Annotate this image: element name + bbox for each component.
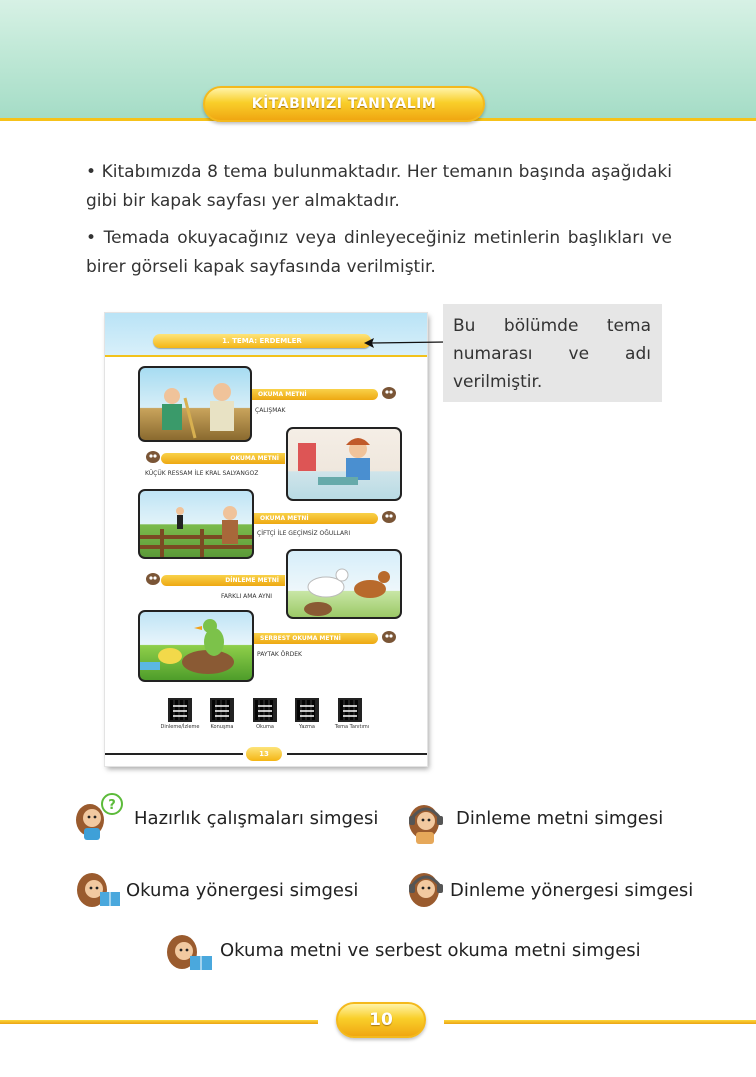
qr-code bbox=[210, 698, 234, 722]
reading-text-icon bbox=[160, 924, 216, 980]
intro-paragraph-1: • Kitabımızda 8 tema bulunmaktadır. Her temanın başında aşağıdaki gibi bir kapak sayfası yer almaktadır. bbox=[86, 162, 672, 211]
footer-line-right bbox=[444, 1020, 756, 1024]
qr-code bbox=[295, 698, 319, 722]
duck-turtle-illustration bbox=[140, 612, 254, 682]
intro-paragraph-2: • Temada okuyacağınız veya dinleyeceğiniz metinlerin başlıkları ve birer görseli kapak sayfasında verilmiştir. bbox=[86, 228, 672, 277]
item5-type-bar: SERBEST OKUMA METNİ bbox=[254, 633, 378, 644]
sample-page-number: 13 bbox=[246, 747, 282, 761]
legend-listening-instruction-label: Dinleme yönergesi simgesi bbox=[450, 880, 694, 901]
page-number-pill bbox=[336, 1002, 426, 1038]
item2-type-bar: OKUMA METNİ bbox=[161, 453, 285, 464]
callout-arrow bbox=[362, 332, 448, 352]
sample-divider bbox=[105, 355, 427, 357]
qr-label: Okuma bbox=[256, 724, 274, 730]
footer-line-left bbox=[0, 1020, 318, 1024]
sample-footer-line bbox=[105, 753, 243, 755]
page-number: 10 bbox=[369, 1010, 393, 1030]
reading-owl-icon bbox=[381, 630, 398, 644]
item4-type-bar: DİNLEME METNİ bbox=[161, 575, 285, 586]
farmer-sons-illustration bbox=[140, 491, 254, 559]
item5-title: PAYTAK ÖRDEK bbox=[257, 651, 302, 658]
sample-footer-line bbox=[287, 753, 427, 755]
item1-title: ÇALIŞMAK bbox=[255, 407, 286, 414]
item2-title: KÜÇÜK RESSAM İLE KRAL SALYANGOZ bbox=[145, 470, 259, 477]
goats-illustration bbox=[288, 551, 402, 619]
farmers-illustration bbox=[140, 368, 252, 442]
qr-label: Yazma bbox=[299, 724, 315, 730]
thumb-farkli-ama-ayni bbox=[286, 549, 402, 619]
legend-reading-instruction-label: Okuma yönergesi simgesi bbox=[126, 880, 359, 901]
thumb-kucuk-ressam bbox=[286, 427, 402, 501]
qr-label: Dinleme/İzleme bbox=[160, 724, 200, 730]
listening-text-icon bbox=[398, 794, 454, 850]
listening-owl-icon bbox=[145, 572, 162, 586]
qr-label: Tema Tanıtımı bbox=[334, 724, 370, 730]
qr-code bbox=[253, 698, 277, 722]
qr-code bbox=[338, 698, 362, 722]
reading-owl-icon bbox=[145, 450, 162, 464]
qr-code bbox=[168, 698, 192, 722]
callout-box bbox=[443, 304, 662, 402]
callout-text: Bu bölümde tema numarası ve adı verilmiştir. bbox=[453, 316, 651, 392]
legend-reading-text-label: Okuma metni ve serbest okuma metni simgesi bbox=[220, 940, 641, 961]
svg-text:?: ? bbox=[108, 798, 116, 813]
reading-owl-icon bbox=[381, 386, 398, 400]
qr-label: Konuşma bbox=[210, 724, 234, 730]
section-title-pill bbox=[203, 86, 485, 122]
item1-type-bar: OKUMA METNİ bbox=[252, 389, 378, 400]
item4-title: FARKLI AMA AYNI bbox=[221, 593, 272, 600]
preparation-icon bbox=[70, 790, 126, 846]
painter-illustration bbox=[288, 429, 402, 501]
thumb-ciftci bbox=[138, 489, 254, 559]
section-title: KİTABIMIZI TANIYALIM bbox=[251, 96, 437, 112]
legend-listening-text-label: Dinleme metni simgesi bbox=[456, 808, 664, 829]
legend-preparation-label: Hazırlık çalışmaları simgesi bbox=[134, 808, 379, 829]
thumb-calismak bbox=[138, 366, 252, 442]
item3-type-bar: OKUMA METNİ bbox=[254, 513, 378, 524]
listening-instruction-icon bbox=[398, 862, 454, 918]
sample-theme-title: 1. TEMA: ERDEMLER bbox=[153, 334, 371, 348]
sample-cover-page bbox=[105, 313, 427, 766]
reading-owl-icon bbox=[381, 510, 398, 524]
thumb-paytak-ordek bbox=[138, 610, 254, 682]
item3-title: ÇİFTÇİ İLE GEÇİMSİZ OĞULLARI bbox=[257, 530, 351, 537]
reading-instruction-icon bbox=[70, 862, 126, 918]
